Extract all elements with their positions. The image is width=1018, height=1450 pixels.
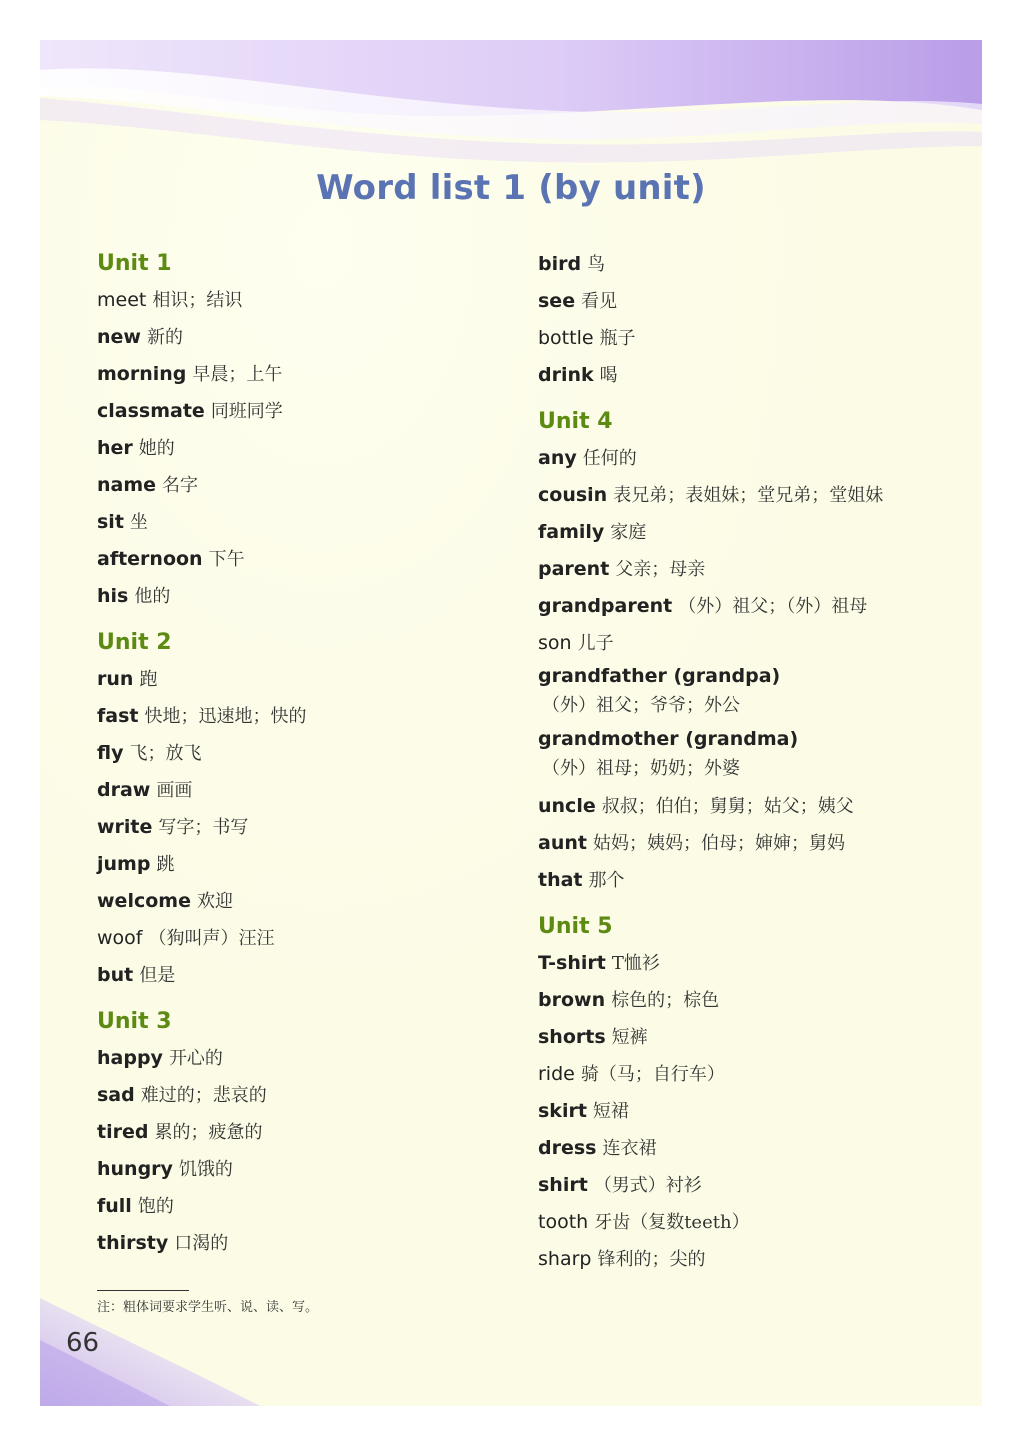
footnote-divider <box>97 1290 189 1291</box>
meaning: 早晨；上午 <box>192 364 283 385</box>
word-entry <box>538 625 883 662</box>
meaning: 牙齿（复数teeth） <box>594 1212 750 1233</box>
meaning: 口渴的 <box>174 1233 229 1254</box>
meaning: 叔叔；伯伯；舅舅；姑父；姨父 <box>601 796 854 817</box>
word-entry <box>97 1040 306 1077</box>
word-entry <box>97 578 306 615</box>
word-family: family <box>538 521 605 543</box>
meaning: 鸟 <box>587 254 606 275</box>
meaning: 新的 <box>146 327 183 348</box>
word-entry <box>97 430 306 467</box>
meaning: 连衣裙 <box>602 1138 657 1159</box>
word-afternoon: afternoon <box>97 548 203 570</box>
word-bottle: bottle <box>538 327 594 349</box>
word-see: see <box>538 290 576 312</box>
word-entry <box>538 1130 883 1167</box>
left-column <box>97 246 306 1262</box>
meaning: 但是 <box>139 965 176 986</box>
word-full: full <box>97 1195 132 1217</box>
unit-3-section <box>97 1004 306 1262</box>
meaning: 饱的 <box>137 1196 174 1217</box>
word-entry <box>97 467 306 504</box>
footnote: 注：粗体词要求学生听、说、读、写。 <box>97 1300 319 1315</box>
meaning: 跳 <box>156 854 175 875</box>
meaning: 写字；书写 <box>158 817 249 838</box>
word-entry <box>97 282 306 319</box>
word-entry <box>538 357 883 394</box>
meaning: 骑（马；自行车） <box>580 1064 725 1085</box>
meaning: 跑 <box>139 669 158 690</box>
word-welcome: welcome <box>97 890 191 912</box>
word-entry <box>538 1204 883 1241</box>
unit-5-section <box>538 909 883 1278</box>
word-sad: sad <box>97 1084 135 1106</box>
meaning: 表兄弟；表姐妹；堂兄弟；堂姐妹 <box>613 485 884 506</box>
word-entry <box>97 846 306 883</box>
word-ride: ride <box>538 1063 575 1085</box>
word-run: run <box>97 668 134 690</box>
meaning: 短裙 <box>592 1101 629 1122</box>
word-entry <box>538 477 883 514</box>
word-entry <box>97 356 306 393</box>
meaning: 喝 <box>599 365 618 386</box>
meaning: 任何的 <box>582 448 637 469</box>
word-name: name <box>97 474 157 496</box>
word-t-shirt: T-shirt <box>538 952 606 974</box>
word-shorts: shorts <box>538 1026 606 1048</box>
word-entry <box>538 588 883 625</box>
unit-2-section <box>97 625 306 994</box>
word-entry <box>97 1188 306 1225</box>
word-happy: happy <box>97 1047 163 1069</box>
unit-heading: Unit 1 <box>97 251 172 276</box>
meaning: 欢迎 <box>196 891 233 912</box>
meaning: 姑妈；姨妈；伯母；婶婶；舅妈 <box>592 833 845 854</box>
word-son: son <box>538 632 572 654</box>
meaning: 坐 <box>129 512 148 533</box>
meaning: 画画 <box>156 780 193 801</box>
word-that: that <box>538 869 583 891</box>
word-entry <box>97 393 306 430</box>
unit-4-section <box>538 404 883 899</box>
meaning: T恤衫 <box>611 953 660 974</box>
meaning: （狗叫声）汪汪 <box>148 928 275 949</box>
word-uncle: uncle <box>538 795 596 817</box>
word-tooth: tooth <box>538 1211 589 1233</box>
meaning: 饥饿的 <box>178 1159 233 1180</box>
meaning: 下午 <box>208 549 245 570</box>
word-entry <box>97 809 306 846</box>
word-aunt: aunt <box>538 832 587 854</box>
word-entry <box>538 945 883 982</box>
page-title: Word list 1 (by unit) <box>316 168 706 208</box>
word-shirt: shirt <box>538 1174 588 1196</box>
word-entry <box>97 1077 306 1114</box>
word-entry <box>538 1241 883 1278</box>
word-fast: fast <box>97 705 139 727</box>
word-woof: woof <box>97 927 143 949</box>
word-entry <box>538 725 883 788</box>
word-but: but <box>97 964 134 986</box>
word-thirsty: thirsty <box>97 1232 169 1254</box>
meaning: 那个 <box>588 870 625 891</box>
meaning: 儿子 <box>577 633 614 654</box>
word-entry <box>538 1167 883 1204</box>
word-entry <box>538 1019 883 1056</box>
word-entry <box>538 862 883 899</box>
textbook-page <box>40 40 982 1406</box>
word-write: write <box>97 816 153 838</box>
word-grandparent: grandparent <box>538 595 673 617</box>
word-entry <box>538 514 883 551</box>
meaning: 累的；疲惫的 <box>154 1122 263 1143</box>
meaning: 父亲；母亲 <box>615 559 706 580</box>
word-entry <box>97 1151 306 1188</box>
word-entry <box>97 541 306 578</box>
word-new: new <box>97 326 141 348</box>
word-entry <box>97 883 306 920</box>
word-entry <box>97 735 306 772</box>
word-parent: parent <box>538 558 610 580</box>
meaning: 相识；结识 <box>152 290 243 311</box>
unit-1-section <box>97 246 306 615</box>
word-entry <box>538 1093 883 1130</box>
right-column <box>538 246 883 1278</box>
word-dress: dress <box>538 1137 597 1159</box>
meaning: 看见 <box>581 291 618 312</box>
meaning: 同班同学 <box>210 401 283 422</box>
unit-3-continued-section <box>538 246 883 394</box>
word-entry <box>538 283 883 320</box>
word-meet: meet <box>97 289 147 311</box>
word-entry <box>538 320 883 357</box>
meaning: 锋利的；尖的 <box>597 1249 706 1270</box>
meaning: 难过的；悲哀的 <box>140 1085 267 1106</box>
word-entry <box>538 246 883 283</box>
meaning: （外）祖父；爷爷；外公 <box>542 695 740 716</box>
word-morning: morning <box>97 363 187 385</box>
word-entry <box>538 788 883 825</box>
word-entry <box>97 772 306 809</box>
word-brown: brown <box>538 989 606 1011</box>
word-his: his <box>97 585 129 607</box>
meaning: 棕色的；棕色 <box>611 990 720 1011</box>
page-number: 66 <box>66 1328 100 1358</box>
word-entry <box>97 319 306 356</box>
meaning: 他的 <box>134 586 171 607</box>
word-entry <box>97 661 306 698</box>
word-entry <box>538 440 883 477</box>
word-entry <box>97 920 306 957</box>
word-cousin: cousin <box>538 484 608 506</box>
word-hungry: hungry <box>97 1158 173 1180</box>
meaning: 短裤 <box>611 1027 648 1048</box>
meaning: 家庭 <box>610 522 647 543</box>
meaning: （外）祖母；奶奶；外婆 <box>542 758 740 779</box>
word-drink: drink <box>538 364 594 386</box>
word-entry <box>97 1114 306 1151</box>
unit-heading: Unit 3 <box>97 1009 172 1034</box>
word-sharp: sharp <box>538 1248 592 1270</box>
word-grandmother: grandmother (grandma) <box>538 728 799 750</box>
word-entry <box>97 1225 306 1262</box>
word-draw: draw <box>97 779 151 801</box>
word-entry <box>97 957 306 994</box>
unit-heading: Unit 5 <box>538 914 613 939</box>
word-skirt: skirt <box>538 1100 587 1122</box>
word-classmate: classmate <box>97 400 205 422</box>
meaning: 开心的 <box>168 1048 223 1069</box>
word-tired: tired <box>97 1121 149 1143</box>
meaning: 瓶子 <box>599 328 636 349</box>
word-fly: fly <box>97 742 124 764</box>
unit-heading: Unit 2 <box>97 630 172 655</box>
meaning: 名字 <box>162 475 199 496</box>
word-her: her <box>97 437 133 459</box>
word-entry <box>538 825 883 862</box>
word-entry <box>538 1056 883 1093</box>
meaning: 飞；放飞 <box>129 743 202 764</box>
word-jump: jump <box>97 853 151 875</box>
word-entry <box>97 504 306 541</box>
meaning: （男式）衬衫 <box>593 1175 702 1196</box>
meaning: 她的 <box>138 438 175 459</box>
meaning: （外）祖父；（外）祖母 <box>678 596 868 617</box>
word-grandfather: grandfather (grandpa) <box>538 665 781 687</box>
word-entry <box>538 551 883 588</box>
word-sit: sit <box>97 511 124 533</box>
word-any: any <box>538 447 577 469</box>
unit-heading: Unit 4 <box>538 409 613 434</box>
word-entry <box>538 982 883 1019</box>
word-bird: bird <box>538 253 582 275</box>
word-entry <box>97 698 306 735</box>
meaning: 快地；迅速地；快的 <box>144 706 307 727</box>
word-entry <box>538 662 883 725</box>
